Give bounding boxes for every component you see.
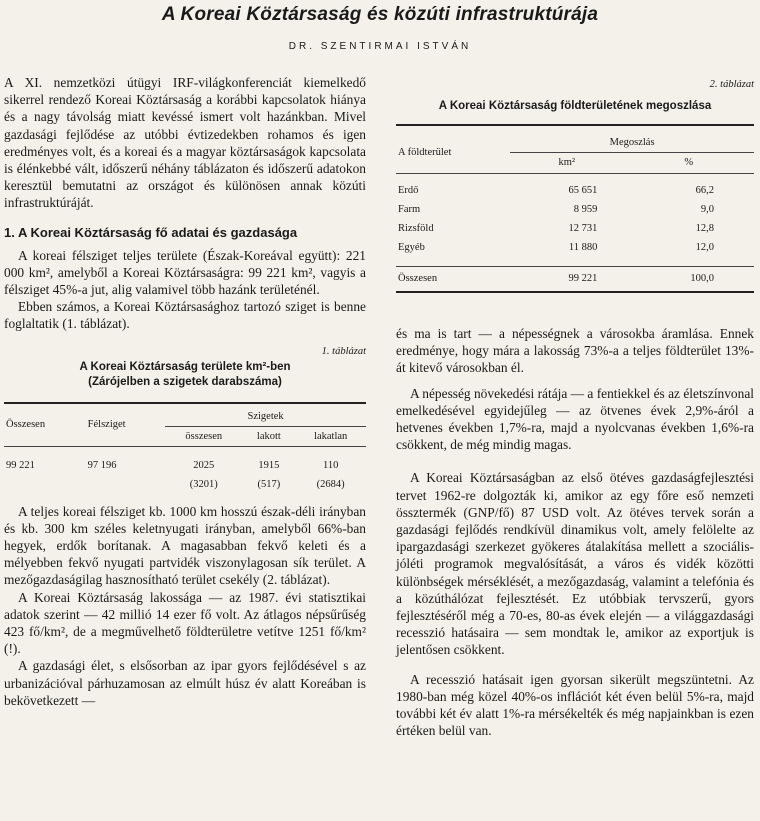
t2-header-split: Megoszlás xyxy=(609,137,655,149)
t2-row-km: 12 731 xyxy=(568,223,598,235)
t2-header-km: km² xyxy=(510,153,623,173)
t2-row-name: Rizsföld xyxy=(398,223,434,235)
paragraph-islands: Ebben számos, a Koreai Köztársasághoz tartozó sziget is benne foglaltatik (1. táblázat). xyxy=(4,299,366,332)
table-1-title: A Koreai Köztársaság területe km²-ben xyxy=(79,360,291,373)
t2-row-pct: 66,2 xyxy=(695,184,714,196)
table-row xyxy=(396,238,754,267)
t1-header-peninsula: Félsziget xyxy=(87,419,126,431)
t2-row-km: 65 651 xyxy=(568,184,598,196)
table-2-title: A Koreai Köztársaság földterületének megoszlása xyxy=(438,100,712,113)
table-2-label: 2. táblázat xyxy=(709,79,754,90)
table-total-row xyxy=(396,267,754,292)
table-1 xyxy=(4,343,366,495)
t1-cell-uninhabited: 110 xyxy=(322,460,339,472)
t1-cell-sum: 2025 xyxy=(193,460,215,472)
table-row xyxy=(396,173,754,200)
t2-total-pct: 100,0 xyxy=(690,273,714,285)
table-row xyxy=(396,219,754,238)
t2-row-pct: 12,8 xyxy=(695,223,714,235)
paragraph-population: A Koreai Köztársaság lakossága — az 1987. évi statisztikai adatok szerint — 42 millió 14 ezer fő volt. Az átlagos népsűrűség 423 fő/km², de a megművelhető földterületre vetítve 1251 fő/km² (!). xyxy=(4,589,366,657)
t1-cell-inhabited: 1915 xyxy=(258,460,280,472)
t2-row-name: Egyéb xyxy=(398,242,425,254)
t1-cell-peninsula: 97 196 xyxy=(87,460,117,472)
t1-cell-total: 99 221 xyxy=(6,460,35,472)
paragraph-five-year-plan: A Koreai Köztársaságban az első ötéves gazdaságfejlesztési tervet 1962-re dolgozták ki, amikor az egy főre eső nemzeti össztermék (GNP/fő) 87 USD volt. Az ötéves tervek során a gazdasági fejlődés rendkívül dinamikus volt, amely felölelte az ipargazdasági szerkezet gyökeres átalakítása mellett a szociális-jóléti programok megvalósítását, a város és vidék közötti különbségek mérséklését, a mezőgazdaság, valamint a telefónia és a közúthálózat fejlesztését. Ez utóbbiak tervszerű, gyors fejlesztéséről még a 70-es, 80-as évek elején — a világgazdasági recesszió hatásaira — sem mondtak le, amikor az exportjuk is jelentősen csökkent. xyxy=(396,470,754,658)
table-1-label: 1. táblázat xyxy=(321,345,366,357)
paragraph-economy: A gazdasági élet, s elsősorban az ipar gyors fejlődésével s az urbanizációval párhuzamosan az elmúlt húsz év alatt Koreában is bekövetkezett — xyxy=(4,658,366,708)
t2-row-name: Erdő xyxy=(398,184,419,196)
t1-header-inhabited: lakott xyxy=(242,427,295,447)
paragraph-geography: A teljes koreai félsziget kb. 1000 km hosszú észak-déli irányban és kb. 300 km széles keletnyugati irányban, amelyből 66%-ban hegyek, erdők borítanak. A magasabban fekvő keleti és a mélyebben fekvő nyugati partvidék viszonylagosan sík terület. A mezőgazdaságilag hasznosítható terület csekély (2. táblázat). xyxy=(4,503,366,588)
paragraph-recession: A recesszió hatásait igen gyorsan sikerült megszüntetni. Az 1980-ban még közel 40%-os inflációt két éven belül 5%-ra, majd további két év alatt 1%-ra mérsékelték és még napjainkban is ezen értéken belül van. xyxy=(396,671,754,739)
t1-cell-inhabited-count: (517) xyxy=(257,479,281,491)
t1-header-islands: Szigetek xyxy=(247,410,284,422)
t2-row-pct: 9,0 xyxy=(700,203,714,215)
intro-paragraph: A XI. nemzetközi útügyi IRF-világkonferenciát kiemelkedő sikerrel rendező Koreai Köztársaság a korábbi kapcsolatok hiánya és a nagy távolság miatt kevéssé ismert volt hazánkban. Mivel gazdasági fejlődése az utóbbi évtizedekben rohamos és igen eredményes volt, és a koreai és a magyar köztársaságok kapcsolata is élénkebbé vált, időszerű néhány táblázaton és időszerű adatokon keresztül bemutatni az országot és különösen annak közúti infrastruktúráját. xyxy=(4,75,366,211)
section-heading-1: 1. A Koreai Köztársaság fő adatai és gazdasága xyxy=(4,224,298,240)
paragraph-growth-rate: A népesség növekedési rátája — a fentiekkel és az életszínvonal emelkedésével egyidejűleg — az ötvenes évek 2,9%-áról a hetvenes években 1,7%-ra, majd a nyolcvanas években 1,6%-ra csökkent, de még mindig magas. xyxy=(396,385,754,453)
t2-total-name: Összesen xyxy=(398,273,438,285)
t2-total-km: 99 221 xyxy=(568,273,598,285)
t1-cell-sum-count: (3201) xyxy=(189,479,218,491)
paragraph-area: A koreai félsziget teljes területe (Észak-Koreával együtt): 221 000 km², amelyből a Koreai Köztársaságra: 99 221 km², vagyis a félsziget 45%-a jut, alig valamivel több hazánk területénél. xyxy=(4,247,366,298)
t2-row-km: 8 959 xyxy=(573,203,598,215)
t2-row-name: Farm xyxy=(398,203,421,215)
t2-row-pct: 12,0 xyxy=(695,242,714,254)
article-title: A Koreai Köztársaság és közúti infrastruktúrája xyxy=(161,4,599,25)
author-line: DR. SZENTIRMAI ISTVÁN xyxy=(288,41,472,52)
t1-header-sum: összesen xyxy=(165,427,242,447)
paragraph-urbanization: és ma is tart — a népességnek a városokba áramlása. Ennek eredménye, hogy mára a lakosság 73%-a a teljes földterület 13%-át kitevő városokban él. xyxy=(396,326,754,376)
table-1-subtitle: (Zárójelben a szigetek darabszáma) xyxy=(88,375,282,388)
table-2 xyxy=(396,76,754,293)
t1-header-total: Összesen xyxy=(6,419,46,431)
t2-row-km: 11 880 xyxy=(568,242,598,254)
t1-cell-uninhabited-count: (2684) xyxy=(316,479,345,491)
table-row xyxy=(396,200,754,219)
t2-header-area: A földterület xyxy=(398,147,452,159)
right-column-text xyxy=(396,325,754,739)
t1-header-uninhabited: lakatlan xyxy=(295,427,366,447)
t2-header-pct: % xyxy=(623,153,754,173)
left-column xyxy=(4,74,366,709)
